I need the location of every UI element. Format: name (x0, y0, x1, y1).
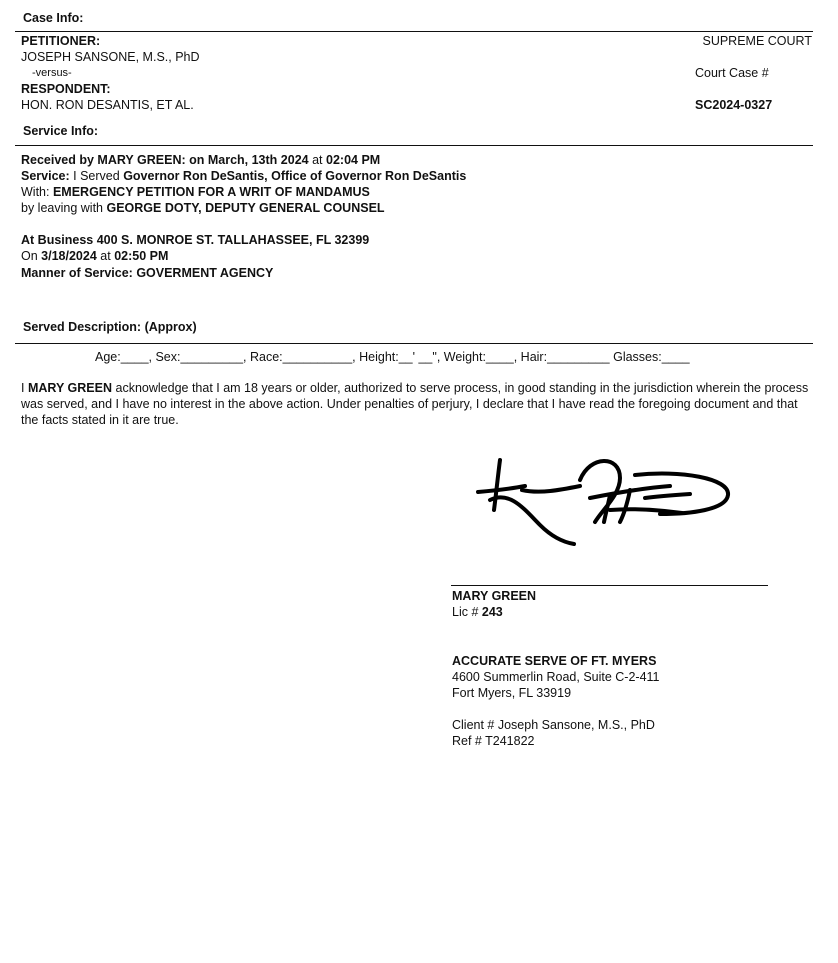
affidavit-name: MARY GREEN (27, 381, 113, 395)
court-name: SUPREME COURT (702, 34, 812, 48)
manner-of-service: Manner of Service: GOVERMENT AGENCY (21, 266, 274, 280)
case-info-heading: Case Info: (23, 11, 84, 25)
service-target: Governor Ron DeSantis, Office of Governor Ron DeSantis (123, 169, 467, 183)
company-name: ACCURATE SERVE OF FT. MYERS (452, 654, 657, 668)
received-time: 02:04 PM (326, 153, 381, 167)
with-document: EMERGENCY PETITION FOR A WRIT OF MANDAMUS (52, 185, 370, 199)
license-line (452, 605, 503, 619)
service-served-text: I Served (73, 169, 120, 183)
respondent-name: HON. RON DESANTIS, ET AL. (21, 98, 194, 112)
signature-image (470, 450, 740, 550)
served-description-divider (15, 343, 813, 344)
served-description-heading: Served Description: (Approx) (23, 320, 197, 334)
case-number: SC2024-0327 (695, 98, 773, 112)
signature-line (451, 585, 768, 586)
business-address: At Business 400 S. MONROE ST. TALLAHASSEE, FL 32399 (21, 233, 370, 247)
affidavit-lead: I (21, 381, 25, 395)
reference-line: Ref # T241822 (452, 734, 535, 748)
service-line (21, 169, 466, 183)
on-word: On (21, 249, 38, 263)
company-address-line1: 4600 Summerlin Road, Suite C-2-411 (452, 670, 660, 684)
case-number-label: Court Case # (695, 66, 769, 80)
with-line (21, 185, 370, 199)
served-on-line (21, 249, 168, 263)
license-label: Lic # (452, 605, 479, 619)
respondent-label: RESPONDENT: (21, 82, 111, 96)
received-at-word: at (312, 153, 323, 167)
license-number: 243 (481, 605, 503, 619)
leaving-line (21, 201, 385, 215)
served-at-word: at (100, 249, 111, 263)
versus-text: -versus- (32, 67, 72, 79)
received-line (21, 153, 380, 167)
served-date: 3/18/2024 (41, 249, 97, 263)
petitioner-name: JOSEPH SANSONE, M.S., PhD (21, 50, 200, 64)
leaving-prefix: by leaving with (21, 201, 103, 215)
service-info-divider (15, 145, 813, 146)
received-by: Received by MARY GREEN: on March, 13th 2024 (21, 153, 309, 167)
served-time: 02:50 PM (114, 249, 169, 263)
petitioner-label: PETITIONER: (21, 34, 101, 48)
client-line: Client # Joseph Sansone, M.S., PhD (452, 718, 655, 732)
case-info-divider (15, 31, 813, 32)
with-label: With: (21, 185, 50, 199)
service-label: Service: (21, 169, 70, 183)
affidavit-text: acknowledge that I am 18 years or older, authorized to serve process, in good standing in the jurisdiction wherein the process was served, and I have no interest in the above action. Under penalties of perjury, I declare that I have read the foregoing document and that the facts stated in it are true. (21, 381, 809, 427)
leaving-person: GEORGE DOTY, DEPUTY GENERAL COUNSEL (106, 201, 385, 215)
affidavit-paragraph (21, 380, 811, 428)
server-name: MARY GREEN (452, 589, 537, 603)
service-info-heading: Service Info: (23, 124, 99, 138)
company-address-line2: Fort Myers, FL 33919 (452, 686, 572, 700)
served-description-fields: Age:____, Sex:_________, Race:__________, Height:__' __", Weight:____, Hair:_________ Glasses:____ (95, 350, 690, 364)
